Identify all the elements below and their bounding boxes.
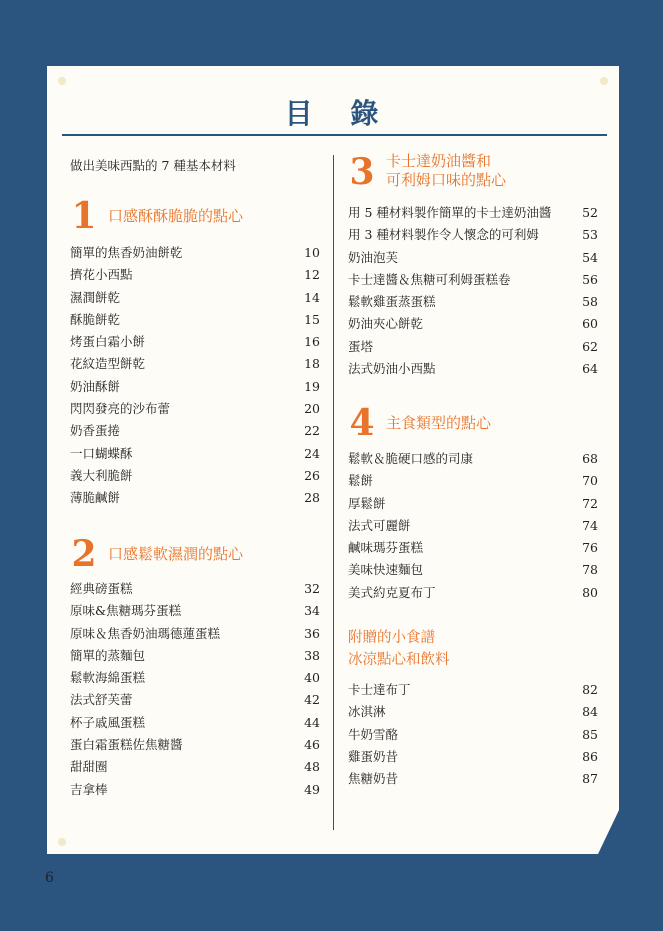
toc-entry-page: 80 — [582, 584, 598, 600]
toc-entry-label: 卡士達布丁 — [348, 682, 411, 697]
section-title: 口感酥酥脆脆的點心 — [108, 206, 244, 225]
toc-entry-label: 美式約克夏布丁 — [348, 584, 436, 600]
toc-entry-label: 鹹味瑪芬蛋糕 — [348, 540, 424, 556]
toc-entry-page: 10 — [304, 245, 320, 260]
toc-entry-page: 24 — [304, 445, 320, 461]
toc-entry-label: 鬆軟海綿蛋糕 — [70, 670, 146, 686]
toc-entry-label: 用 3 種材料製作令人懷念的可利姆 — [348, 227, 539, 243]
toc-entry-page: 87 — [582, 771, 598, 787]
toc-entry-label: 濕潤餅乾 — [70, 289, 121, 305]
bonus-heading — [348, 627, 450, 671]
toc-entry-page: 48 — [304, 759, 320, 775]
toc-entry — [70, 287, 320, 309]
toc-entry — [348, 224, 598, 246]
toc-entry — [70, 465, 320, 487]
toc-entry-page: 18 — [304, 356, 320, 372]
toc-entry-label: 卡士達醬＆焦糖可利姆蛋糕卷 — [348, 271, 511, 287]
section-3-heading — [346, 151, 507, 193]
toc-entry-label: 牛奶雪酪 — [348, 726, 399, 742]
toc-entry-page: 12 — [304, 267, 320, 283]
toc-entry-label: 蛋白霜蛋糕佐焦糖醬 — [70, 737, 183, 753]
toc-entry-page: 78 — [582, 562, 598, 578]
toc-entry — [348, 448, 598, 470]
toc-entry — [348, 724, 598, 746]
toc-entry-label: 奶油夾心餅乾 — [348, 316, 424, 332]
toc-entry-label: 花紋造型餅乾 — [70, 356, 146, 372]
toc-entry-page: 62 — [582, 338, 598, 354]
toc-entry — [70, 623, 320, 645]
toc-entry — [70, 487, 320, 509]
toc-entry-label: 鬆餅 — [348, 473, 374, 489]
toc-entry — [70, 376, 320, 398]
toc-entry-label: 擠花小西點 — [70, 267, 133, 283]
toc-entry — [70, 398, 320, 420]
toc-entry-page: 32 — [304, 581, 320, 596]
toc-entry — [348, 336, 598, 358]
toc-entry-page: 56 — [582, 271, 598, 287]
section-2-list — [70, 578, 320, 801]
section-title: 口感鬆軟濕潤的點心 — [108, 544, 244, 563]
toc-entry — [70, 242, 320, 264]
toc-entry-label: 蛋塔 — [348, 338, 374, 354]
toc-entry — [348, 768, 598, 790]
toc-entry-label: 烤蛋白霜小餅 — [70, 334, 146, 350]
folded-corner-icon — [598, 808, 620, 856]
toc-entry-page: 86 — [582, 748, 598, 764]
toc-entry-page: 20 — [304, 401, 320, 417]
toc-entry-page: 19 — [304, 378, 320, 394]
title-rule — [62, 134, 607, 136]
toc-entry-label: 義大利脆餅 — [70, 467, 133, 483]
toc-entry — [70, 331, 320, 353]
toc-entry — [348, 679, 598, 701]
toc-entry — [70, 734, 320, 756]
toc-entry-page: 64 — [582, 361, 598, 377]
toc-entry-label: 吉拿棒 — [70, 781, 108, 797]
toc-entry-label: 閃閃發亮的沙布蕾 — [70, 401, 171, 417]
toc-entry — [70, 353, 320, 375]
toc-entry-label: 法式舒芙蕾 — [70, 692, 133, 708]
bonus-title-line2: 冰涼點心和飲料 — [348, 652, 450, 668]
toc-entry-label: 經典磅蛋糕 — [70, 581, 133, 596]
toc-entry-page: 26 — [304, 467, 320, 483]
toc-entry-page: 14 — [304, 289, 320, 305]
toc-entry-page: 44 — [304, 714, 320, 730]
section-title-line2: 可利姆口味的點心 — [386, 171, 507, 189]
toc-entry — [348, 515, 598, 537]
section-number: 2 — [71, 533, 97, 575]
toc-entry-label: 雞蛋奶昔 — [348, 748, 399, 764]
page-number: 6 — [45, 870, 54, 886]
toc-entry-page: 22 — [304, 423, 320, 439]
toc-entry — [70, 420, 320, 442]
toc-entry — [348, 202, 598, 224]
toc-entry-label: 奶油泡芙 — [348, 249, 399, 265]
toc-entry — [348, 313, 598, 335]
toc-entry — [70, 689, 320, 711]
toc-entry-label: 杯子戚風蛋糕 — [70, 714, 146, 730]
toc-entry-page: 68 — [582, 451, 598, 466]
toc-entry-page: 52 — [582, 205, 598, 220]
toc-entry-label: 厚鬆餅 — [348, 495, 386, 511]
toc-entry — [348, 746, 598, 768]
toc-entry-label: 美味快速麵包 — [348, 562, 424, 578]
toc-entry-page: 70 — [582, 473, 598, 489]
toc-entry — [348, 470, 598, 492]
toc-entry — [70, 779, 320, 801]
page-title: 目 錄 — [284, 97, 393, 130]
toc-entry — [70, 667, 320, 689]
section-4-list — [348, 448, 598, 604]
toc-entry — [348, 358, 598, 380]
toc-entry-page: 60 — [582, 316, 598, 332]
toc-entry-label: 鬆軟雞蛋蒸蛋糕 — [348, 294, 436, 310]
toc-entry-page: 40 — [304, 670, 320, 686]
section-title — [386, 152, 506, 190]
toc-entry-page: 49 — [304, 781, 320, 797]
toc-entry — [70, 645, 320, 667]
toc-entry — [348, 269, 598, 291]
bonus-list — [348, 679, 598, 790]
toc-entry-label: 簡單的蒸麵包 — [70, 647, 146, 663]
toc-entry-page: 82 — [582, 682, 598, 697]
toc-entry-label: 冰淇淋 — [348, 704, 386, 720]
toc-entry-label: 法式可麗餅 — [348, 517, 411, 533]
toc-entry — [348, 493, 598, 515]
toc-entry — [348, 247, 598, 269]
toc-entry-page: 54 — [582, 249, 598, 265]
toc-entry-label: 簡單的焦香奶油餅乾 — [70, 245, 183, 260]
toc-entry-label: 法式奶油小西點 — [348, 361, 436, 377]
section-1-heading — [68, 195, 244, 237]
pin-dot-bottom-left — [58, 838, 66, 846]
section-number: 4 — [349, 402, 375, 444]
toc-entry — [70, 578, 320, 600]
section-2-heading — [68, 533, 244, 575]
bonus-title-line1: 附贈的小食譜 — [348, 630, 435, 646]
toc-entry-page: 16 — [304, 334, 320, 350]
toc-entry-label: 奶油酥餅 — [70, 378, 121, 394]
toc-entry-page: 53 — [582, 227, 598, 243]
intro-line: 做出美味西點的 7 種基本材料 — [70, 158, 236, 173]
toc-entry — [70, 600, 320, 622]
toc-entry-label: 鬆軟＆脆硬口感的司康 — [348, 451, 474, 466]
section-4-heading — [346, 402, 492, 444]
toc-entry-page: 84 — [582, 704, 598, 720]
section-number: 1 — [71, 195, 97, 237]
toc-entry-page: 58 — [582, 294, 598, 310]
toc-entry — [348, 701, 598, 723]
toc-entry-page: 46 — [304, 737, 320, 753]
toc-entry — [348, 291, 598, 313]
toc-entry-page: 36 — [304, 625, 320, 641]
section-title-line1: 卡士達奶油醬和 — [386, 152, 492, 170]
section-number: 3 — [349, 151, 375, 193]
toc-entry-label: 酥脆餅乾 — [70, 311, 121, 327]
toc-entry-page: 85 — [582, 726, 598, 742]
section-title: 主食類型的點心 — [386, 413, 492, 432]
toc-entry-label: 甜甜圈 — [70, 759, 108, 775]
toc-entry — [348, 559, 598, 581]
toc-entry-page: 74 — [582, 517, 598, 533]
toc-entry-label: 原味＆焦香奶油瑪德蓮蛋糕 — [70, 625, 221, 641]
toc-entry-page: 42 — [304, 692, 320, 708]
toc-entry-label: 焦糖奶昔 — [348, 771, 399, 787]
pin-dot-top-left — [58, 77, 66, 85]
column-divider — [333, 155, 334, 830]
toc-entry-page: 34 — [304, 603, 320, 619]
pin-dot-top-right — [600, 77, 608, 85]
section-1-list — [70, 242, 320, 510]
toc-entry — [70, 712, 320, 734]
toc-entry-page: 72 — [582, 495, 598, 511]
toc-entry — [70, 756, 320, 778]
toc-entry — [348, 537, 598, 559]
toc-entry-label: 原味&焦糖瑪芬蛋糕 — [70, 603, 182, 619]
section-3-list — [348, 202, 598, 380]
toc-entry-label: 用 5 種材料製作簡單的卡士達奶油醬 — [348, 205, 552, 220]
toc-entry-page: 76 — [582, 540, 598, 556]
toc-entry-label: 奶香蛋捲 — [70, 423, 121, 439]
toc-entry — [348, 582, 598, 604]
toc-entry — [70, 443, 320, 465]
toc-entry-page: 15 — [304, 311, 320, 327]
toc-entry-label: 薄脆鹹餅 — [70, 490, 121, 506]
toc-entry-page: 28 — [304, 490, 320, 506]
toc-entry — [70, 264, 320, 286]
toc-entry-page: 38 — [304, 647, 320, 663]
toc-entry — [70, 309, 320, 331]
toc-entry-label: 一口蝴蝶酥 — [70, 445, 133, 461]
